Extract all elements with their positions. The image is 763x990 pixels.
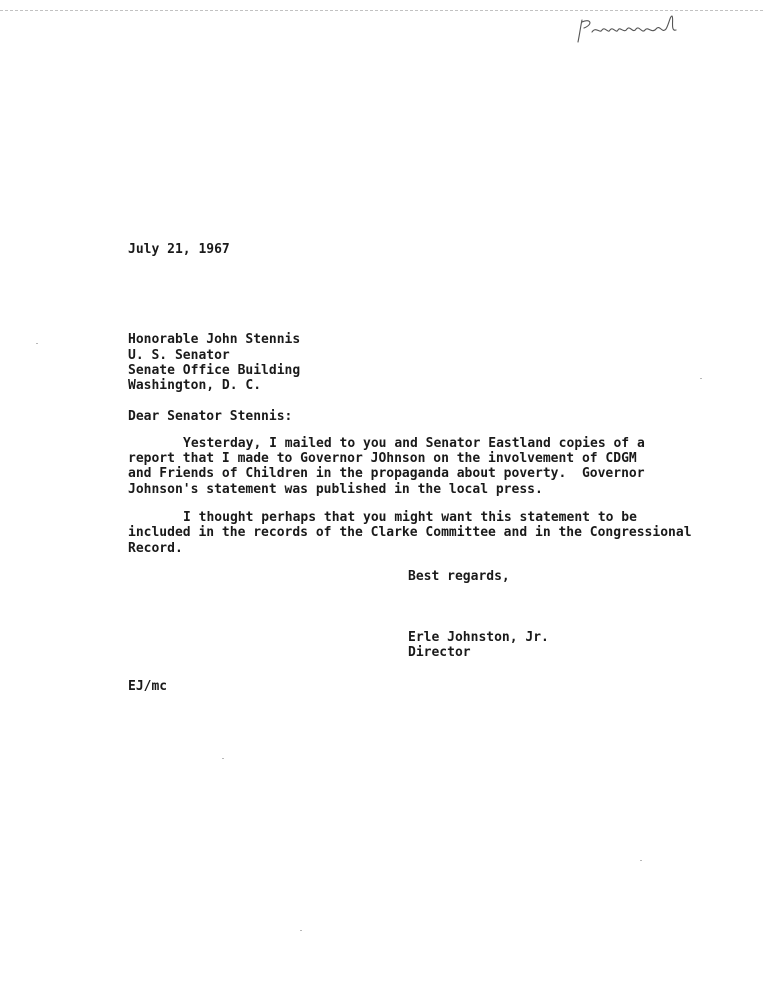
paragraph-2-line-3: Record. [128,541,183,556]
paragraph-2-line-1: I thought perhaps that you might want this statement to be [183,510,637,525]
address-line-1: Honorable John Stennis [128,332,301,347]
paragraph-2-line-2: included in the records of the Clarke Committee and in the Congressional [128,525,692,540]
signer-title: Director [408,645,471,660]
paragraph-1-line-2: report that I made to Governor JOhnson on the involvement of CDGM [128,451,637,466]
closing: Best regards, [408,569,510,584]
handwritten-personal-note [572,12,682,48]
letter-date: July 21, 1967 [128,242,230,257]
paragraph-1-line-4: Johnson's statement was published in the local press. [128,482,543,497]
page-top-edge [0,0,763,11]
address-line-3: Senate Office Building [128,363,301,378]
scan-speck [640,860,642,861]
address-line-4: Washington, D. C. [128,378,262,393]
typist-initials: EJ/mc [128,679,168,694]
paragraph-1-line-3: and Friends of Children in the propaganda about poverty. Governor [128,466,645,481]
paragraph-1-line-1: Yesterday, I mailed to you and Senator Eastland copies of a [183,436,645,451]
scan-speck [700,378,702,379]
salutation: Dear Senator Stennis: [128,409,293,424]
scan-speck [300,930,302,931]
scan-speck [222,758,224,759]
scan-speck [36,343,38,344]
signer-name: Erle Johnston, Jr. [408,630,549,645]
address-line-2: U. S. Senator [128,348,230,363]
